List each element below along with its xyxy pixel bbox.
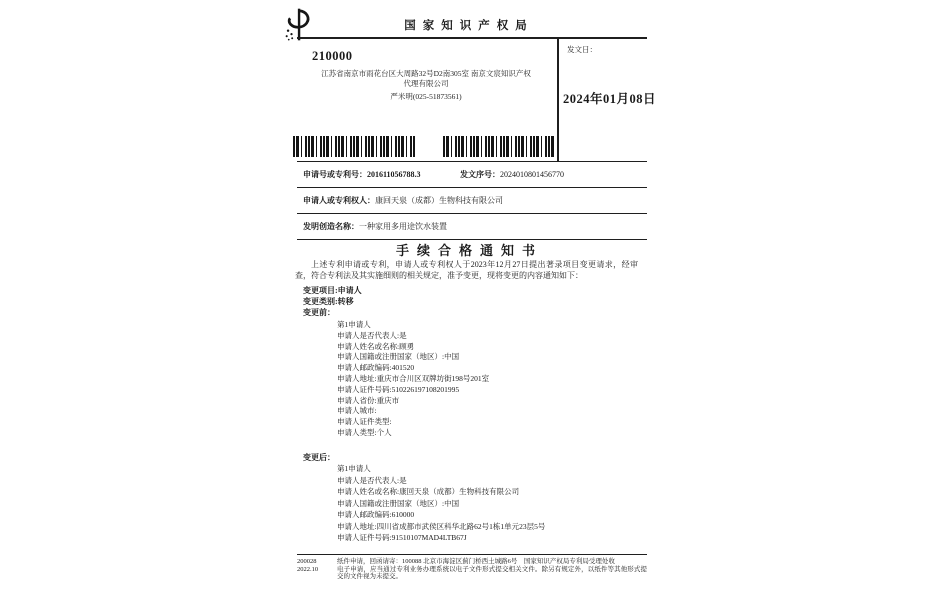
after-line: 申请人姓名或名称:康回天泉（成都）生物科技有限公司 xyxy=(337,487,520,496)
letterhead-block xyxy=(297,37,657,162)
before-line: 申请人证件类型: xyxy=(337,417,392,427)
page-footer xyxy=(297,554,647,581)
application-no-label: 申请号或专利号： xyxy=(303,170,367,179)
after-line: 申请人证件号码:91510107MAD4LTB67J xyxy=(337,533,467,542)
before-line: 申请人是否代表人:是 xyxy=(337,330,407,340)
before-line: 申请人邮政编码:401520 xyxy=(337,363,415,373)
issue-date-label: 发文日： xyxy=(567,45,597,54)
recipient-contact: 严米明(025-51873561) xyxy=(390,92,462,101)
field-rows xyxy=(297,162,647,240)
after-line: 申请人邮政编码:610000 xyxy=(337,510,415,519)
form-code: 200028 xyxy=(297,558,317,565)
applicant-value: 康回天泉（成都）生物科技有限公司 xyxy=(375,196,503,205)
recipient-address-line1: 江苏省南京市雨花台区大周路32号D2南305室 南京文宸知识产权 xyxy=(321,69,531,78)
field-row-applicant xyxy=(297,188,647,214)
invention-value: 一种家用多用途饮水装置 xyxy=(359,222,447,231)
notice-title: 手续合格通知书 xyxy=(395,243,543,258)
issue-box-divider xyxy=(557,37,559,161)
application-no-value: 201611056788.3 xyxy=(367,170,421,179)
after-line: 申请人国籍或注册国家（地区）:中国 xyxy=(337,498,460,508)
after-change-list xyxy=(337,463,545,544)
applicant-label: 申请人或专利权人： xyxy=(303,196,375,205)
notice-paragraph: 上述专利申请或专利，申请人或专利权人于2023年12月27日提出著录项目变更请求，经审查，符合专利法及其实施细则的相关规定，准予变更，现将变更的内容通知如下： xyxy=(295,260,638,280)
before-line: 申请人城市: xyxy=(337,406,377,416)
serial-no-label: 发文序号： xyxy=(460,170,500,179)
before-line: 申请人地址:重庆市合川区双牌坊街198号201室 xyxy=(337,373,490,383)
before-label: 变更前： xyxy=(303,308,335,317)
barcode-serial xyxy=(443,136,555,157)
agency-title: 国家知识产权局 xyxy=(404,20,534,32)
footer-line2: 电子申请，应当通过专利业务办理系统以电子文件形式提交相关文件。除另有规定外，以纸件等其他形式提交的文件视为未提交。 xyxy=(337,565,647,580)
footer-instructions xyxy=(337,558,647,581)
field-row-application-no xyxy=(297,162,647,188)
form-date: 2022.10 xyxy=(297,565,319,573)
issue-date-value: 2024年01月08日 xyxy=(563,92,657,106)
before-line: 申请人证件号码:510226197108201995 xyxy=(337,384,460,394)
form-codes xyxy=(297,558,330,581)
change-summary xyxy=(303,285,362,318)
invention-label: 发明创造名称： xyxy=(303,222,359,231)
recipient-address xyxy=(297,69,555,102)
serial-no-value: 2024010801456770 xyxy=(500,170,564,179)
recipient-address-line2: 代理有限公司 xyxy=(403,79,449,88)
after-line: 第1申请人 xyxy=(337,464,371,473)
after-line: 申请人地址:四川省成都市武侯区科华北路62号1栋1单元23层5号 xyxy=(337,521,546,531)
barcode-application xyxy=(293,136,415,157)
after-label: 变更后： xyxy=(303,453,335,462)
footer-line1: 纸件申请，回函请寄：100088 北京市海淀区蓟门桥西土城路6号 国家知识产权局专利局受理处收 xyxy=(337,558,615,565)
change-category: 变更类别:转移 xyxy=(303,297,354,306)
before-line: 申请人姓名或名称:顾勇 xyxy=(337,341,415,351)
serial-no-cell xyxy=(460,169,564,180)
change-item: 变更项目:申请人 xyxy=(303,286,362,295)
recipient-postcode: 210000 xyxy=(312,49,353,63)
field-row-invention xyxy=(297,214,647,240)
letterhead-header xyxy=(283,8,648,37)
before-line: 申请人国籍或注册国家（地区）:中国 xyxy=(337,352,460,362)
before-line: 申请人类型:个人 xyxy=(337,427,392,437)
before-line: 第1申请人 xyxy=(337,320,371,329)
before-change-list xyxy=(337,320,489,439)
after-line: 申请人是否代表人:是 xyxy=(337,475,407,485)
before-line: 申请人省份:重庆市 xyxy=(337,395,400,405)
notice-page xyxy=(283,0,657,600)
